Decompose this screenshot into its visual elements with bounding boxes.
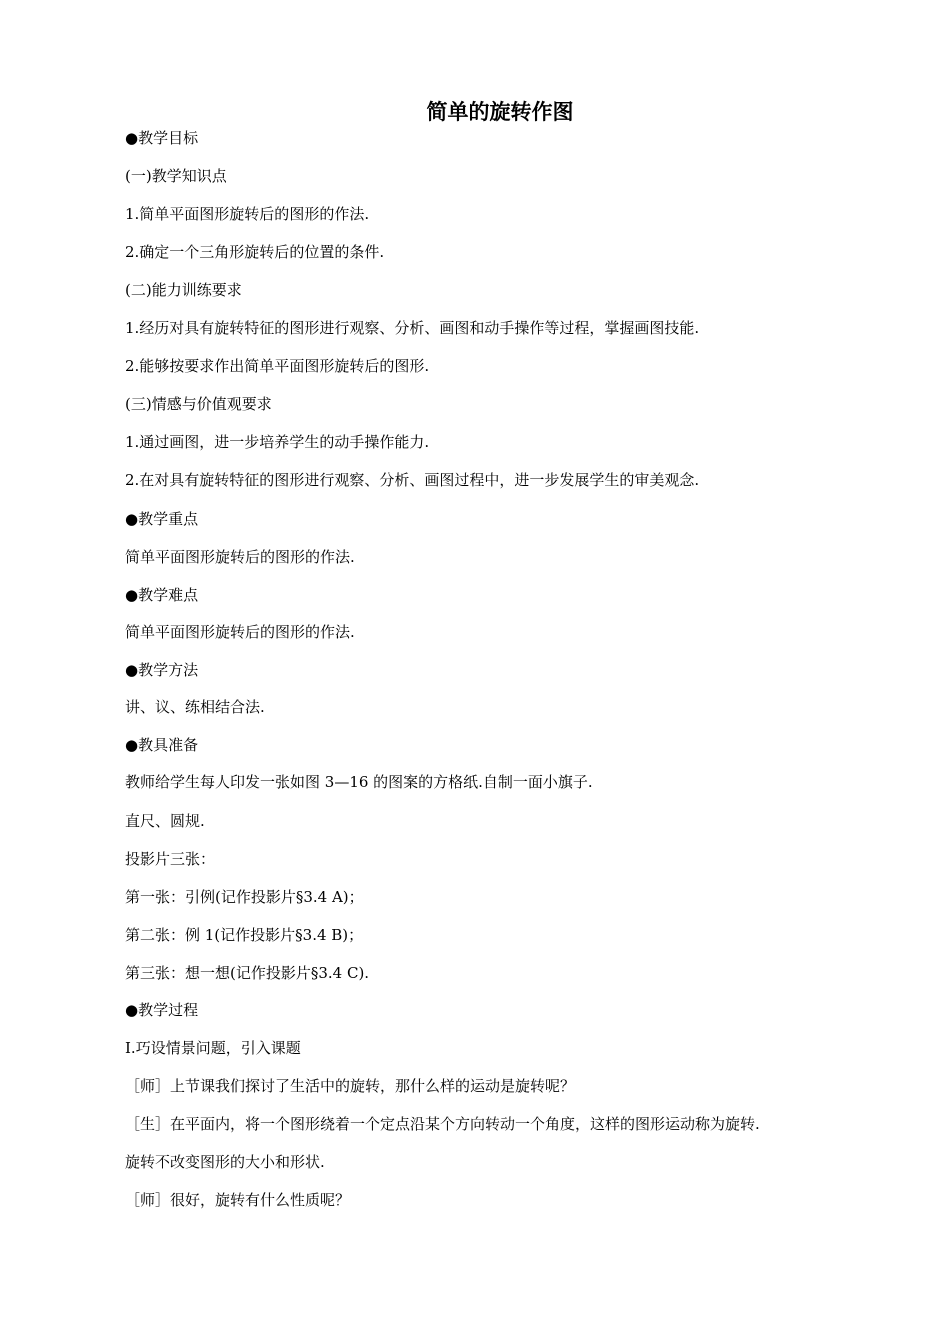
subheading-values-requirements: (三)情感与价值观要求 bbox=[125, 395, 272, 413]
subheading-ability-requirements: (二)能力训练要求 bbox=[125, 281, 242, 299]
heading-teaching-process: ●教学过程 bbox=[125, 1001, 199, 1019]
paragraph: 1.经历对具有旋转特征的图形进行观察、分析、画图和动手操作等过程，掌握画图技能. bbox=[125, 319, 700, 337]
paragraph: 简单平面图形旋转后的图形的作法. bbox=[125, 548, 355, 566]
dialogue-line: ［生］在平面内，将一个图形绕着一个定点沿某个方向转动一个角度，这样的图形运动称为旋转. bbox=[125, 1115, 760, 1133]
paragraph: 1.通过画图，进一步培养学生的动手操作能力. bbox=[125, 433, 430, 451]
paragraph: 第三张：想一想(记作投影片§3.4 C). bbox=[125, 964, 370, 982]
paragraph: 2.在对具有旋转特征的图形进行观察、分析、画图过程中，进一步发展学生的审美观念. bbox=[125, 471, 700, 489]
subheading-knowledge-points: (一)教学知识点 bbox=[125, 167, 227, 185]
paragraph: 1.简单平面图形旋转后的图形的作法. bbox=[125, 205, 370, 223]
heading-teaching-objectives: ●教学目标 bbox=[125, 129, 199, 147]
section-heading: Ⅰ.巧设情景问题，引入课题 bbox=[125, 1039, 301, 1057]
document-title: 简单的旋转作图 bbox=[426, 100, 574, 124]
heading-difficulties: ●教学难点 bbox=[125, 586, 199, 604]
heading-teaching-aids: ●教具准备 bbox=[125, 736, 199, 754]
paragraph: 讲、议、练相结合法. bbox=[125, 698, 265, 716]
paragraph: 投影片三张： bbox=[125, 850, 216, 868]
paragraph: 2.能够按要求作出简单平面图形旋转后的图形. bbox=[125, 357, 430, 375]
paragraph: 教师给学生每人印发一张如图 3—16 的图案的方格纸.自制一面小旗子. bbox=[125, 773, 593, 791]
heading-teaching-method: ●教学方法 bbox=[125, 661, 199, 679]
heading-key-points: ●教学重点 bbox=[125, 510, 199, 528]
paragraph: 第一张：引例(记作投影片§3.4 A)； bbox=[125, 888, 364, 906]
dialogue-line: ［师］很好，旋转有什么性质呢？ bbox=[125, 1191, 351, 1209]
paragraph: 直尺、圆规. bbox=[125, 812, 205, 830]
paragraph: 旋转不改变图形的大小和形状. bbox=[125, 1153, 325, 1171]
paragraph: 第二张：例 1(记作投影片§3.4 B)； bbox=[125, 926, 364, 944]
dialogue-line: ［师］上节课我们探讨了生活中的旋转，那什么样的运动是旋转呢？ bbox=[125, 1077, 576, 1095]
paragraph: 简单平面图形旋转后的图形的作法. bbox=[125, 623, 355, 641]
paragraph: 2.确定一个三角形旋转后的位置的条件. bbox=[125, 243, 385, 261]
